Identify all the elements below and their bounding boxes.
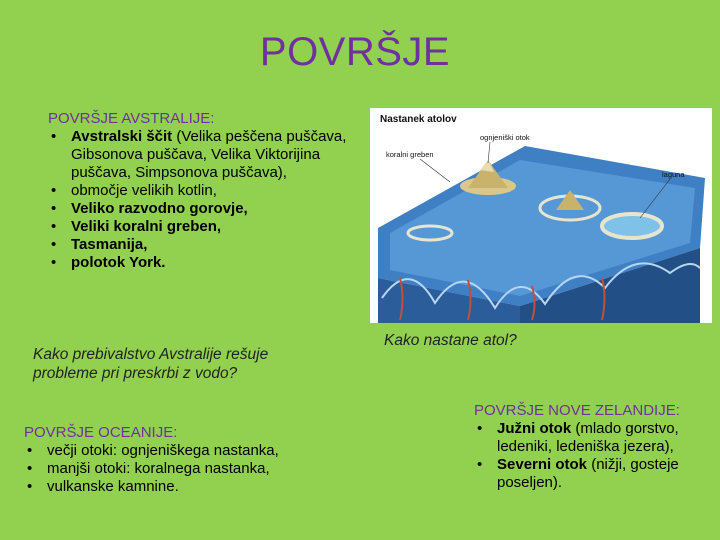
list-item: • Veliki koralni greben, (48, 218, 348, 236)
list-item: • manjši otoki: koralnega nastanka, (24, 460, 324, 478)
new-zealand-heading: POVRŠJE NOVE ZELANDIJE: (474, 402, 680, 419)
new-zealand-section (474, 402, 704, 492)
atoll-formation-figure (370, 108, 712, 323)
list-item: • Južni otok (mlado gorstvo, ledeniki, ledeniška jezera), (474, 420, 704, 456)
oceania-list (24, 442, 324, 496)
atoll-diagram (370, 108, 712, 323)
new-zealand-list (474, 420, 704, 492)
list-item: • Avstralski ščit (Velika peščena puščava, Gibsonova puščava, Velika Viktorijina puščava, Simpsonova puščava), (48, 128, 348, 182)
question-water: Kako prebivalstvo Avstralije rešuje probleme pri preskrbi z vodo? (33, 346, 269, 382)
list-item: • vulkanske kamnine. (24, 478, 324, 496)
page-title (0, 30, 720, 75)
list-item: • Veliko razvodno gorovje, (48, 200, 348, 218)
label-coral-reef: koralni greben (386, 150, 434, 159)
australia-section (48, 110, 348, 272)
list-item: • večji otoki: ognjeniškega nastanka, (24, 442, 324, 460)
oceania-section (24, 424, 324, 496)
australia-heading: POVRŠJE AVSTRALIJE: (48, 110, 215, 127)
list-item: • območje velikih kotlin, (48, 182, 348, 200)
list-item: • Severni otok (nižji, gosteje poseljen). (474, 456, 704, 492)
figure-title: Nastanek atolov (380, 114, 457, 125)
page-title-text: POVRŠJE (259, 30, 451, 74)
list-item: • polotok York. (48, 254, 348, 272)
question-atoll: Kako nastane atol? (384, 332, 517, 349)
oceania-heading: POVRŠJE OCEANIJE: (24, 424, 178, 441)
list-item: • Tasmanija, (48, 236, 348, 254)
label-lagoon: laguna (662, 170, 685, 179)
australia-list (48, 128, 348, 272)
label-volcanic-island: ognjeniški otok (480, 133, 530, 142)
